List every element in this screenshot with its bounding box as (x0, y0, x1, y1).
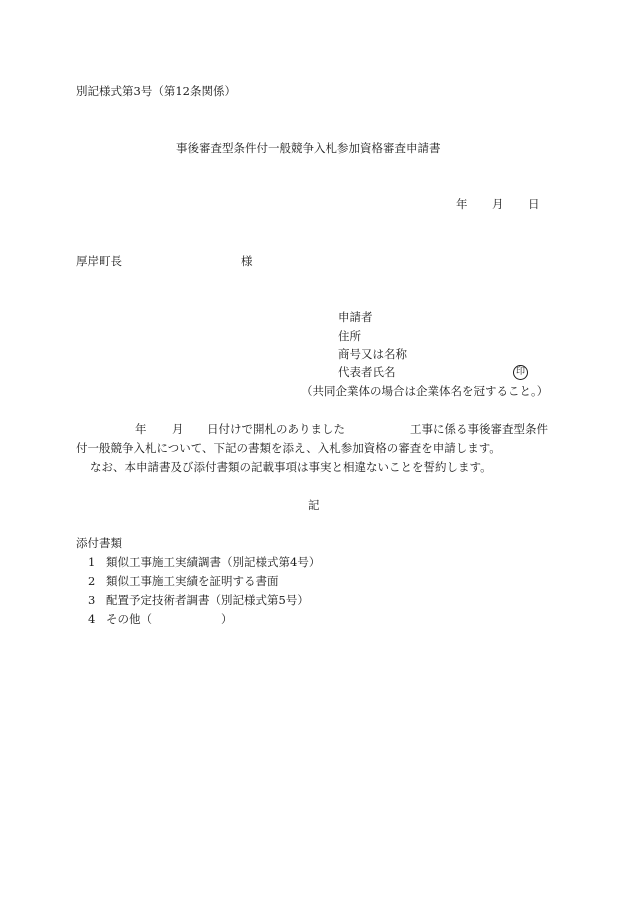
body-line3: なお、本申請書及び添付書類の記載事項は事実と相違ないことを誓約します。 (90, 460, 492, 474)
addressee-honorific: 様 (241, 254, 253, 268)
attachments-heading: 添付書類 (76, 536, 122, 550)
attachment-item-text: 類似工事施工実績を証明する書面 (106, 574, 279, 588)
document-title: 事後審査型条件付一般競争入札参加資格審査申請書 (176, 141, 441, 155)
applicant-address: 住所 (338, 329, 361, 343)
attachment-item-text: その他（ ） (106, 612, 233, 626)
attachment-item-number: 4 (88, 612, 96, 626)
form-label: 別記様式第3号（第12条関係） (76, 84, 236, 98)
addressee-name: 厚岸町長 (76, 254, 122, 268)
date-day: 日 (528, 197, 540, 211)
body-line2: 付一般競争入札について、下記の書類を添え、入札参加資格の審査を申請します。 (76, 441, 501, 455)
attachment-item-number: 3 (88, 593, 96, 607)
applicant-representative: 代表者氏名 (338, 365, 396, 379)
attachment-item-text: 類似工事施工実績調書（別記様式第4号） (106, 555, 321, 569)
date-month: 月 (492, 197, 504, 211)
applicant-label: 申請者 (338, 310, 373, 324)
date-year: 年 (456, 197, 468, 211)
body-line1-end: 工事に係る事後審査型条件 (410, 422, 548, 436)
attachment-item-text: 配置予定技術者調書（別記様式第5号） (106, 593, 309, 607)
body-date: 日付けで開札のありました (207, 422, 345, 436)
seal-icon: 印 (513, 365, 528, 380)
body-year: 年 (135, 422, 147, 436)
applicant-company: 商号又は名称 (338, 347, 407, 361)
attachment-item-number: 2 (88, 574, 96, 588)
ki-heading: 記 (308, 498, 320, 512)
attachment-item-number: 1 (88, 555, 96, 569)
body-month: 月 (172, 422, 184, 436)
applicant-note: （共同企業体の場合は企業体名を冠すること。） (301, 384, 549, 398)
